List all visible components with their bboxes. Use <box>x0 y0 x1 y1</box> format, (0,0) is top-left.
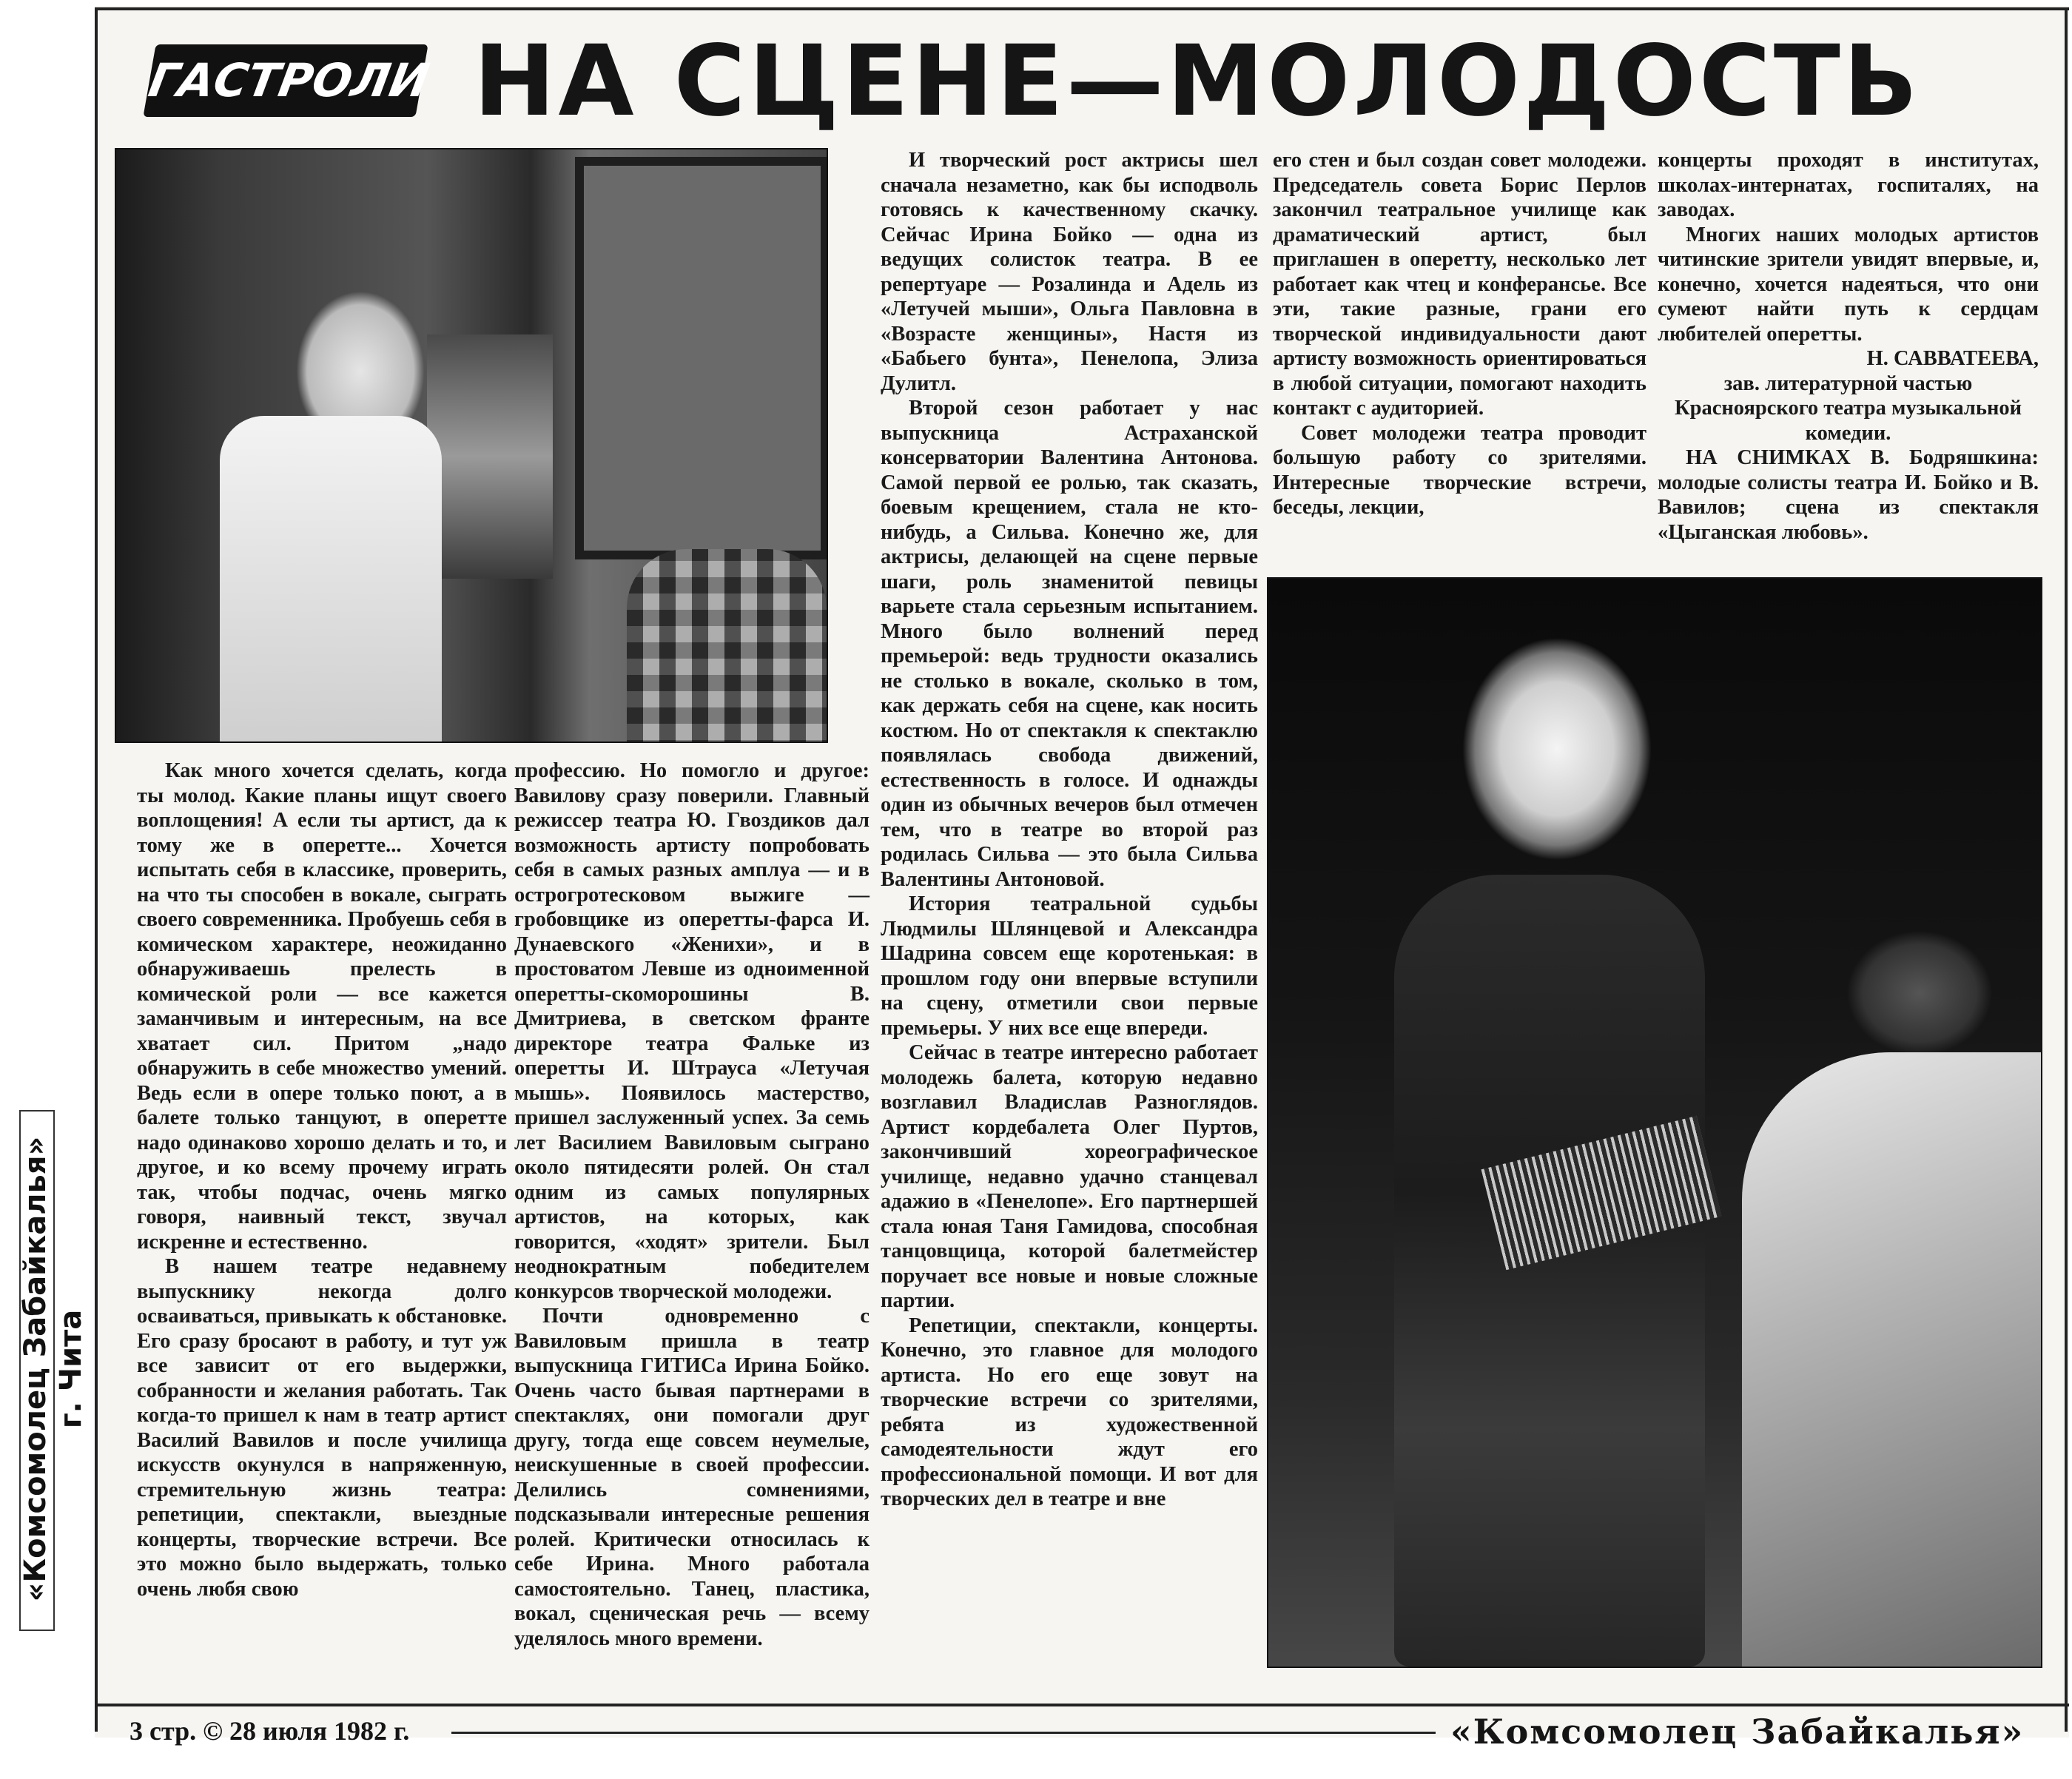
article-column-1 <box>137 759 507 1601</box>
photo-poster <box>427 334 553 579</box>
photo-kneeling-man <box>1742 1052 2041 1667</box>
source-stamp <box>16 1103 90 1635</box>
paragraph: профессию. Но помогло и другое: Вавилову сразу поверили. Главный режиссер театра Ю. Гвоздиков дал возможность артисту попробовать себя в самых разных амплуа — и в острогротесковом выжиге — гробовщике из оперетты-фарса И. Дунаевского «Женихи», и в простоватом Левше из одноименной оперетты-скоморошины В. Дмитриева, в светском франте директоре театра Фальке из оперетты И. Штрауса «Летучая мышь». Появилось мастерство, пришел заслуженный успех. За семь лет Василием Вавиловым сыграно около пятидесяти ролей. Он стал одним из самых популярных артистов, на которых, как говорится, «ходят» зрители. Был неоднократным победителем конкурсов творческой молодежи. <box>514 759 870 1303</box>
photo-painting-frame <box>575 157 828 559</box>
clipping-border-right <box>2065 7 2068 1732</box>
article-column-5 <box>1658 148 2039 545</box>
paragraph: Как много хочется сделать, когда ты молод. Какие планы ищут своего воплощения! А если ты артист, да к тому же в оперетте... Хочется испытать себя в классике, проверить, на что ты способен в вокале, сыграть своего современника. Пробуешь себя в комическом характере, неожиданно обнаруживаешь прелесть в комической роли — все кажется заманчивым и интересным, на все хватает сил. Притом „надо обнаружить в себе множество умений. Ведь если в опере только поют, а в балете только танцуют, в оперетте надо одинаково хорошо делать и то, и другое, и ко всему прочему играть так, чтобы подчас, очень мягко говоря, наивный текст, звучал искренне и естественно. <box>137 759 507 1254</box>
clipping-border-top <box>95 7 2069 10</box>
article-column-3 <box>881 148 1258 1512</box>
paragraph: В нашем театре недавнему выпускнику некогда долго осваиваться, привыкать к обстановке. Его сразу бросают в работу, и тут уж все зависит от его выдержки, собранности и желания работать. Так когда-то пришел к нам в театр артист Василий Вавилов и после училища искусств окунулся в напряженную, стремительную жизнь театра: репетиции, спектакли, выездные концерты, творческие встречи. Все это можно было выдержать, только очень любя свою <box>137 1255 507 1601</box>
clipping-border-left <box>95 7 98 1732</box>
paragraph: его стен и был создан совет молодежи. Председатель совета Борис Перлов закончил театральное училище как драматический артист, был приглашен в оперетту, несколько лет работает как чтец и конферансье. Все эти, такие разные, грани его творческой индивидуальности дают артисту возможность ориентироваться в любой ситуации, помогают находить контакт с аудиторией. <box>1273 149 1646 420</box>
source-newspaper-name: «Комсомолец Забайкалья» <box>18 1136 53 1602</box>
photo-woman-figure <box>627 549 827 743</box>
paragraph: Репетиции, спектакли, концерты. Конечно, это главное для молодого артиста. Но его еще зовут на творческие встречи со зрителями, ребята из художественной самодеятельности ждут его профессиональной помощи. И вот для творческих дел в театре и вне <box>881 1314 1258 1510</box>
paragraph: концерты проходят в институтах, школах-интернатах, госпиталях, на заводах. <box>1658 149 2039 221</box>
photo-gypsy-dress <box>1394 875 1705 1667</box>
footer-newspaper-title: «Комсомолец Забайкалья» <box>1450 1712 2025 1752</box>
paragraph: Совет молодежи театра проводит большую работу со зрителями. Интересные творческие встречи, беседы, лекции, <box>1273 421 1646 519</box>
photo-man-figure <box>220 416 442 741</box>
footer-page-date: 3 стр. © 28 июля 1982 г. <box>130 1716 410 1746</box>
photo-caption: НА СНИМКАХ В. Бодряшкина: молодые солисты театра И. Бойко и В. Вавилов; сцена из спектакля «Цыганская любовь». <box>1658 446 2039 544</box>
headline: НА СЦЕНЕ—МОЛОДОСТЬ <box>474 24 1921 138</box>
paragraph: История театральной судьбы Людмилы Шлянцевой и Александра Шадрина совсем еще коротенькая: в прошлом году они впервые вступили на сцену, отметили свои первые премьеры. У них все еще впереди. <box>881 892 1258 1040</box>
paragraph: Почти одновременно с Вавиловым пришла в театр выпускница ГИТИСа Ирина Бойко. Очень часто бывая партнерами в спектаклях, они помогали друг другу, тогда еще совсем неумелые, неискушенные в своей профессии. Делились сомнениями, подсказывали интересные решения ролей. Критически относилась к себе Ирина. Много работала самостоятельно. Танец, пластика, вокал, сценическая речь — всему уделялось много времени. <box>514 1305 870 1650</box>
source-city: г. Чита <box>54 1309 88 1429</box>
paragraph: Второй сезон работает у нас выпускница Астраханской консерватории Валентина Антонова. Самой первой ее ролью, так сказать, боевым крещением, стала не кто-нибудь, а Сильва. Конечно же, для актрисы, делающей на сцене первые шаги, роль знаменитой певицы варьете стала серьезным испытанием. Много было волнений перед премьерой: ведь трудности оказались не столько в вокале, сколько в том, как держать себя на сцене, как носить костюм. Но от спектакля к спектаклю появлялась свобода движений, естественность в голосе. И однажды один из обычных вечеров был отмечен тем, что в театре во второй раз родилась Сильва — это была Сильва Валентины Антоновой. <box>881 397 1258 891</box>
paragraph: Сейчас в театре интересно работает молодежь балета, которую недавно возглавил Владислав Разноглядов. Артист кордебалета Олег Пуртов, закончивший хореографическое училище, недавно удачно станцевал адажио в «Пенелопе». Его партнершей стала юная Таня Гамидова, способная танцовщица, которой балетмейстер поручает все новые и новые сложные партии. <box>881 1041 1258 1312</box>
paragraph: И творческий рост актрисы шел сначала незаметно, как бы исподволь готовясь к качественному скачку. Сейчас Ирина Бойко — одна из ведущих солисток театра. В ее репертуаре — Розалинда и Адель из «Летучей мыши», Ольга Павловна в «Возрасте женщины», Настя из «Бабьего бунта», Пенелопа, Элиза Дулитл. <box>881 149 1258 395</box>
paragraph: Многих наших молодых артистов читинские зрители увидят впервые, и, конечно, хочется надеяться, что они сумеют найти путь к сердцам любителей оперетты. <box>1658 223 2039 346</box>
article-column-4 <box>1273 148 1646 520</box>
author-signature: Н. САВВАТЕЕВА, <box>1866 347 2039 370</box>
rubric-label: ГАСТРОЛИ <box>143 44 428 117</box>
photo-soloists <box>115 148 828 743</box>
clipping-border-bottom <box>95 1704 2069 1706</box>
footer-rule <box>451 1732 1436 1734</box>
photo-stage-scene <box>1267 577 2042 1668</box>
author-position: зав. литературной частью Красноярского театра музыкальной комедии. <box>1674 371 2022 445</box>
article-column-2 <box>514 759 870 1651</box>
